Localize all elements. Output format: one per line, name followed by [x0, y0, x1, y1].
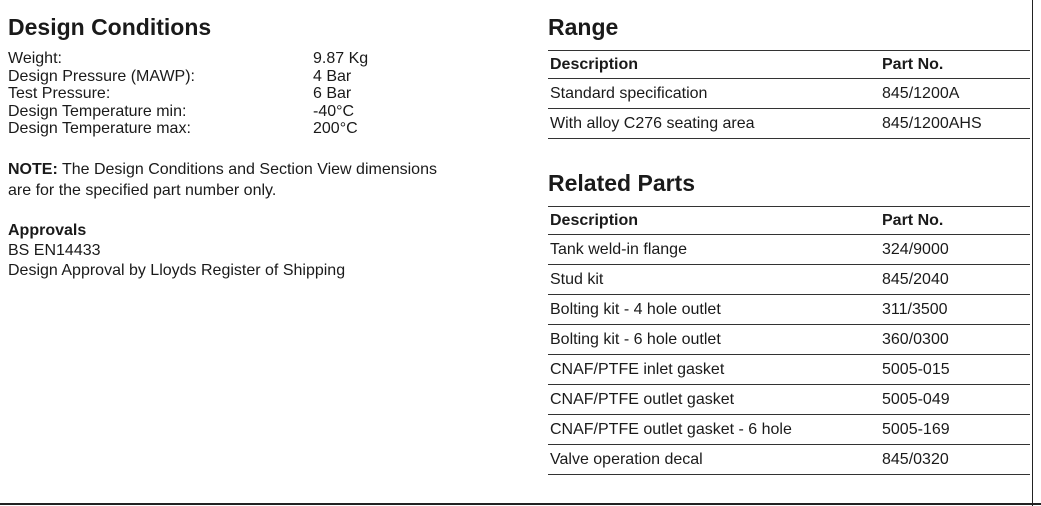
description-cell: Standard specification [548, 79, 880, 109]
part-no-cell: 845/0320 [880, 445, 1030, 475]
description-header: Description [548, 51, 880, 79]
condition-value: 200°C [313, 120, 358, 137]
condition-value: -40°C [313, 102, 355, 120]
related-parts-table [548, 206, 1030, 475]
related-parts-title: Related Parts [548, 170, 696, 196]
table-row [548, 355, 1030, 385]
description-cell: Tank weld-in flange [548, 235, 880, 265]
table-row [548, 295, 1030, 325]
related-header-row [548, 207, 1030, 235]
range-table [548, 50, 1030, 139]
frame-right-border [1032, 0, 1033, 506]
part-no-cell: 845/1200AHS [880, 109, 1030, 139]
table-row [548, 445, 1030, 475]
part-no-cell: 845/1200A [880, 79, 1030, 109]
approvals-title: Approvals [8, 221, 87, 239]
design-conditions-list [8, 50, 498, 138]
condition-row [8, 103, 498, 121]
part-no-header: Part No. [880, 51, 1030, 79]
description-cell: CNAF/PTFE inlet gasket [548, 355, 880, 385]
part-no-cell: 5005-049 [880, 385, 1030, 415]
part-no-header: Part No. [880, 207, 1030, 235]
table-row [548, 109, 1030, 139]
condition-value: 9.87 Kg [313, 50, 369, 67]
part-no-cell: 5005-169 [880, 415, 1030, 445]
note-text: The Design Conditions and Section View dimensions are for the specified part number only. [8, 160, 437, 199]
condition-label: Design Temperature min: [8, 102, 187, 120]
note-paragraph [8, 159, 448, 201]
related-parts-section [548, 168, 1030, 475]
description-cell: Valve operation decal [548, 445, 880, 475]
part-no-cell: 5005-015 [880, 355, 1030, 385]
table-row [548, 235, 1030, 265]
description-cell: Bolting kit - 6 hole outlet [548, 325, 880, 355]
part-no-cell: 324/9000 [880, 235, 1030, 265]
condition-row [8, 120, 498, 138]
table-row [548, 385, 1030, 415]
description-cell: Stud kit [548, 265, 880, 295]
condition-row [8, 85, 498, 103]
note-label: NOTE: [8, 160, 58, 178]
description-cell: Bolting kit - 4 hole outlet [548, 295, 880, 325]
range-section [548, 12, 1030, 139]
range-header-row [548, 51, 1030, 79]
description-header: Description [548, 207, 880, 235]
design-title: Design Conditions [8, 14, 212, 40]
condition-value: 6 Bar [313, 85, 352, 102]
table-row [548, 415, 1030, 445]
condition-row [8, 68, 498, 86]
table-row [548, 265, 1030, 295]
description-cell: CNAF/PTFE outlet gasket - 6 hole [548, 415, 880, 445]
frame-bottom-border [0, 503, 1041, 505]
design-section [8, 12, 498, 281]
table-row [548, 325, 1030, 355]
part-no-cell: 311/3500 [880, 295, 1030, 325]
condition-value: 4 Bar [313, 67, 352, 85]
description-cell: With alloy C276 seating area [548, 109, 880, 139]
condition-label: Weight: [8, 50, 62, 67]
condition-row [8, 50, 498, 68]
description-cell: CNAF/PTFE outlet gasket [548, 385, 880, 415]
approval-line: BS EN14433 [8, 241, 101, 259]
range-title: Range [548, 14, 619, 40]
table-row [548, 79, 1030, 109]
condition-label: Design Pressure (MAWP): [8, 67, 195, 85]
condition-label: Test Pressure: [8, 85, 111, 102]
approval-line: Design Approval by Lloyds Register of Shipping [8, 261, 346, 279]
condition-label: Design Temperature max: [8, 120, 191, 137]
part-no-cell: 360/0300 [880, 325, 1030, 355]
approvals-block [8, 221, 498, 281]
part-no-cell: 845/2040 [880, 265, 1030, 295]
